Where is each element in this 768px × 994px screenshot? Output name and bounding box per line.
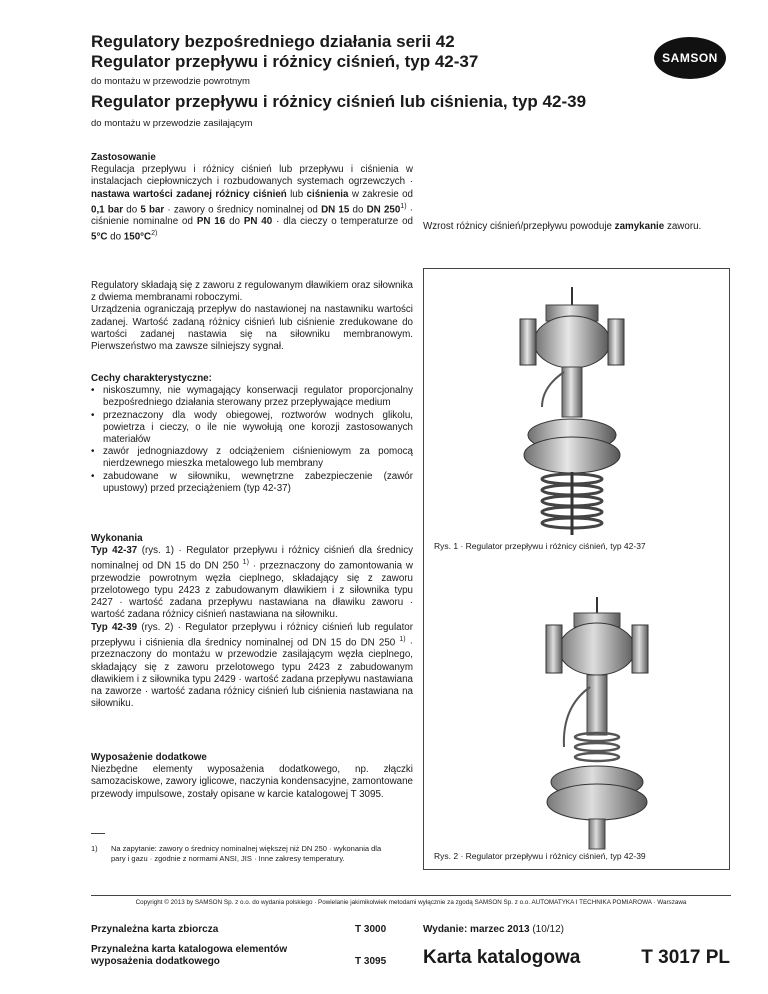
- closing-note: Wzrost różnicy ciśnień/przepływu powoduje zamykanie zaworu.: [423, 221, 702, 232]
- intro-paragraph-1: Regulatory składają się z zaworu z regulowanym dławikiem oraz siłownika z dwiema membranami roboczymi.: [91, 280, 413, 304]
- related-sheet-label: Przynależna karta zbiorcza: [91, 924, 219, 935]
- accessory-sheet-number: T 3095: [355, 956, 387, 967]
- accessory-sheet-label: Przynależna karta katalogowa elementów wyposażenia dodatkowego: [91, 944, 288, 967]
- versions-heading: Wykonania: [91, 533, 143, 544]
- version-42-39: Typ 42-39 (rys. 2) · Regulator przepływu i różnicy ciśnień lub regulator przepływu i ciśnienia dla średnicy nominalnej od DN 15 do DN 250 $^{1)}$ · przeznaczony do montażu w przewodzie zasilającym węzła cieplnego, składający się z zaworu przelotowego typu 2423 z zabudowanym dławikiem i z siłownika typu 2429 · wartość zadana przepływu nastawiana na zaworze · wartość zadana różnicy ciśnień lub ciśnienia nastawiana na siłowniku.: [91, 621, 414, 710]
- figure-2-caption: Rys. 2 · Regulator przepływu i różnicy ciśnień, typ 42-39: [434, 851, 646, 861]
- accessories-section: [91, 752, 413, 801]
- accessories-heading: Wyposażenie dodatkowe: [91, 752, 207, 763]
- title-line-2: Regulator przepływu i różnicy ciśnień, typ 42-37: [91, 52, 479, 71]
- application-section: [91, 152, 413, 244]
- footnote: 1) Na zapytanie: zawory o średnicy nominalnej większej niż DN 250 · wykonania dla pary i gazu · zgodnie z normami ANSI, JIS · Inne zakresy temperatury.: [91, 844, 382, 863]
- footer-rule: [91, 895, 731, 896]
- accessories-text: Niezbędne elementy wyposażenia dodatkowego, np. złączki samozaciskowe, zawory iglicowe, naczynia kondensacyjne, zamontowane przewody impulsowe, zostały opisane w karcie katalogowej T 3095.: [91, 764, 413, 800]
- feature-item: • przeznaczony dla wody obiegowej, roztworów wodnych glikolu, powietrza i cieczy, o ile nie wywołują one korozji zastosowanych materiałów: [91, 410, 413, 447]
- document-type: Karta katalogowa: [423, 947, 581, 968]
- figure-1-regulator-image: [512, 287, 642, 537]
- version-42-37: Typ 42-37 (rys. 1) · Regulator przepływu i różnicy ciśnień dla średnicy nominalnej od DN 15 do DN 250 $^{1)}$ · przeznaczony do zamontowania w przewodzie powrotnym węzła cieplnego, składający się z zaworu przelotowego typu 2423 z zabudowanym dławikiem i z siłownika typu 2427 · wartość zadana przepływu nastawiana na dławiku zaworu · wartość zadana różnicy ciśnień nastawiana na siłowniku.: [91, 545, 414, 621]
- features-section: [91, 373, 413, 495]
- subtitle-return: do montażu w przewodzie powrotnym: [91, 76, 250, 87]
- application-heading: Zastosowanie: [91, 152, 156, 163]
- intro-paragraph-2: Urządzenia ograniczają przepływ do nastawionej na nastawniku wartości zadanej. Wartość zadaną różnicy ciśnień lub ciśnienie zredukowane do wartości zadanej nastawia się na siłowniku membranowym. Pierwszeństwo ma zawsze silniejszy sygnał.: [91, 304, 413, 353]
- feature-item: • zawór jednogniazdowy z odciążeniem ciśnieniowym za pomocą nierdzewnego mieszka metalowego lub membrany: [91, 446, 413, 470]
- figure-1-caption: Rys. 1 · Regulator przepływu i różnicy ciśnień, typ 42-37: [434, 541, 646, 551]
- samson-logo: SAMSON: [654, 37, 726, 79]
- related-sheet-number: T 3000: [355, 924, 387, 935]
- features-heading: Cechy charakterystyczne:: [91, 373, 212, 384]
- intro-section: [91, 280, 413, 353]
- application-text: Regulacja przepływu i różnicy ciśnień lub przepływu i ciśnienia w instalacjach ciepłowniczych i rozbudowanych systemach ogrzewczych · nastawa wartości zadanej różnicy ciśnień lub ciśnienia w zakresie od 0,1 bar do 5 bar · zawory o średnicy nominalnej od DN 15 do DN $250^{1)}$ · ciśnienie nominalne od PN 16 do PN 40 · dla cieczy o temperaturze od 5°C do $150^\circ C^{2)}$: [91, 164, 414, 243]
- figure-box: [423, 268, 730, 870]
- figure-2-regulator-image: [542, 597, 672, 852]
- footnote-rule: [91, 833, 105, 834]
- subtitle-supply: do montażu w przewodzie zasilającym: [91, 118, 253, 129]
- document-number: T 3017 PL: [641, 947, 730, 968]
- versions-section: [91, 533, 413, 710]
- title-line-1: Regulatory bezpośredniego działania serii 42: [91, 32, 455, 51]
- title-line-3: Regulator przepływu i różnicy ciśnień lub ciśnienia, typ 42-39: [91, 92, 587, 111]
- feature-item: • zabudowane w siłowniku, wewnętrzne zabezpieczenie (zawór upustowy) przed przeciążeniem (typ 42-37): [91, 471, 413, 495]
- edition: Wydanie: marzec 2013 (10/12): [423, 924, 565, 935]
- copyright-text: Copyright © 2013 by SAMSON Sp. z o.o. do wydania polskiego · Powielanie jakimikolwiek metodami wyłącznie za zgodą SAMSON Sp. z o.o. AUTOMATYKA I TECHNIKA POMIAROWA · Warszawa: [135, 899, 687, 906]
- feature-item: • niskoszumny, nie wymagający konserwacji regulator proporcjonalny bezpośredniego działania sterowany przez przepływające medium: [91, 385, 413, 409]
